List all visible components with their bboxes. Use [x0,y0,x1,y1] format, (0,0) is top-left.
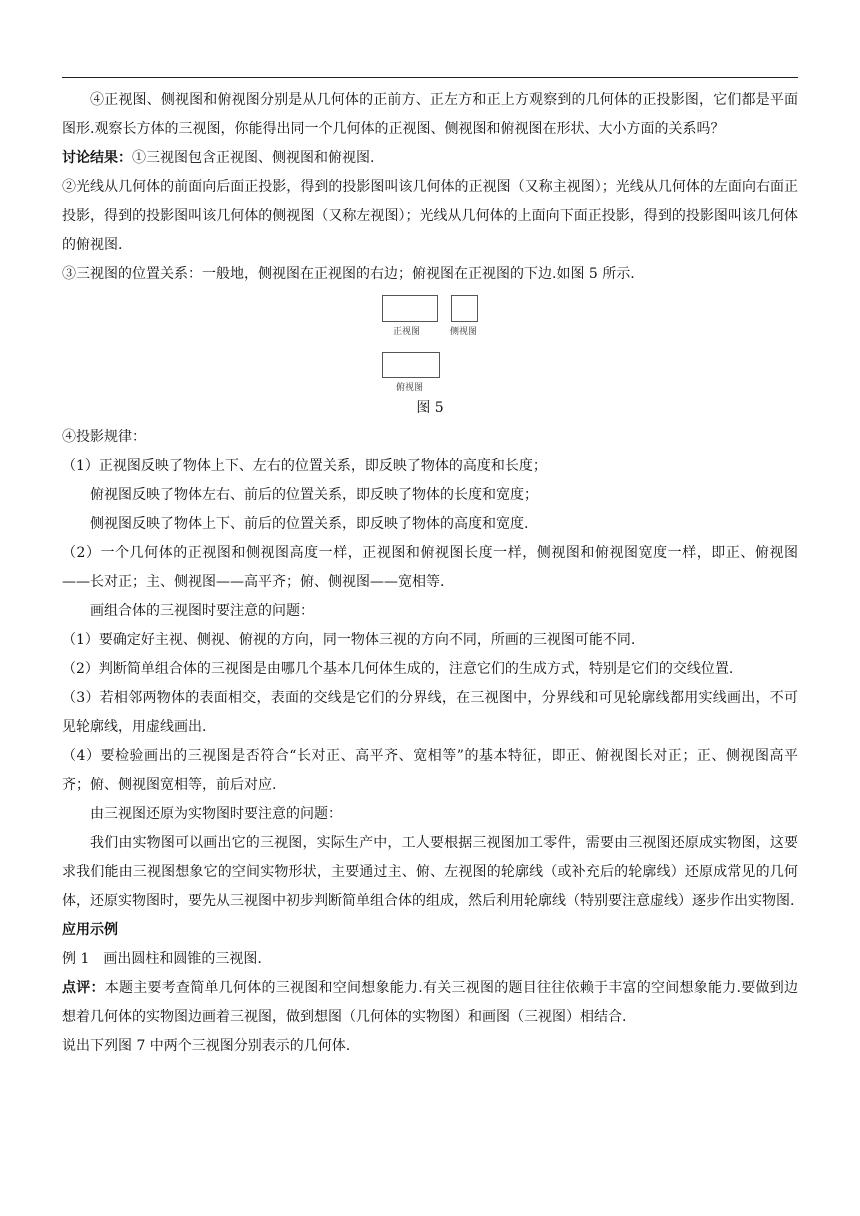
paragraph: （1）正视图反映了物体上下、左右的位置关系，即反映了物体的高度和长度； [62,458,547,474]
paragraph: （3）若相邻两物体的表面相交，表面的交线是它们的分界线，在三视图中，分界线和可见轮廓线都用实线画出，不可见轮廓线，用虚线画出. [62,690,798,735]
three-views-figure [62,291,798,393]
side-view-box [451,295,478,322]
example-1: 例 1 画出圆柱和圆锥的三视图. [62,951,262,967]
front-view-box [382,295,438,322]
paragraph: 点评：本题主要考查简单几何体的三视图和空间想象能力.有关三视图的题目往往依赖于丰富的空间想象能力.要做到边想着几何体的实物图边画着三视图，做到想图（几何体的实物图）和画图（三视图）相结合. [62,980,799,1025]
paragraph: （4）要检验画出的三视图是否符合“长对正、高平齐、宽相等”的基本特征，即正、俯视图长对正；正、侧视图高平齐；俯、侧视图宽相等，前后对应. [62,748,798,793]
paragraph: 画组合体的三视图时要注意的问题： [90,603,314,619]
paragraph: 我们由实物图可以画出它的三视图，实际生产中，工人要根据三视图加工零件，需要由三视图还原成实物图，这要求我们能由三视图想象它的空间实物形状，主要通过主、俯、左视图的轮廓线（或补充后的轮廓线）还原成常见的几何体，还原实物图时，要先从三视图中初步判断简单组合体的组成，然后利用轮廓线（特别要注意虚线）逐步作出实物图. [62,835,798,909]
paragraph: 俯视图反映了物体左右、前后的位置关系，即反映了物体的长度和宽度； [90,487,538,503]
comment-label: 点评： [62,980,105,996]
paragraph: 侧视图反映了物体上下、前后的位置关系，即反映了物体的高度和宽度. [90,516,529,532]
paragraph: 讨论结果：①三视图包含正视图、侧视图和俯视图. [62,150,375,166]
side-view-label: 侧视图 [450,327,478,337]
paragraph: （1）要确定好主视、侧视、俯视的方向，同一物体三视的方向不同，所画的三视图可能不同. [62,632,636,648]
paragraph: （2）判断简单组合体的三视图是由哪几个基本几何体生成的，注意它们的生成方式，特别是它们的交线位置. [62,661,734,677]
paragraph: ③三视图的位置关系：一般地，侧视图在正视图的右边；俯视图在正视图的下边.如图 5 所示. [62,266,635,282]
top-view-label: 俯视图 [396,383,424,393]
top-view-box [382,352,440,378]
figure-caption: 图 5 [416,400,444,416]
paragraph: 说出下列图 7 中两个三视图分别表示的几何体. [62,1038,351,1054]
section-heading-application: 应用示例 [62,922,118,938]
header-rule [62,77,798,78]
paragraph: ④正视图、侧视图和俯视图分别是从几何体的正前方、正左方和正上方观察到的几何体的正投影图，它们都是平面图形.观察长方体的三视图，你能得出同一个几何体的正视图、侧视图和俯视图在形状、大小方面的关系吗？ [62,92,798,137]
paragraph: ②光线从几何体的前面向后面正投影，得到的投影图叫该几何体的正视图（又称主视图）；光线从几何体的左面向右面正投影，得到的投影图叫该几何体的侧视图（又称左视图）；光线从几何体的上面向下面正投影，得到的投影图叫该几何体的俯视图. [62,179,798,253]
discussion-label: 讨论结果： [62,150,132,166]
document-body [62,86,798,1061]
paragraph: 由三视图还原为实物图时要注意的问题： [90,806,342,822]
paragraph: ④投影规律： [62,429,146,445]
front-view-label: 正视图 [393,327,421,337]
paragraph: （2）一个几何体的正视图和侧视图高度一样，正视图和俯视图长度一样，侧视图和俯视图宽度一样，即正、俯视图——长对正；主、侧视图——高平齐；俯、侧视图——宽相等. [62,545,798,590]
